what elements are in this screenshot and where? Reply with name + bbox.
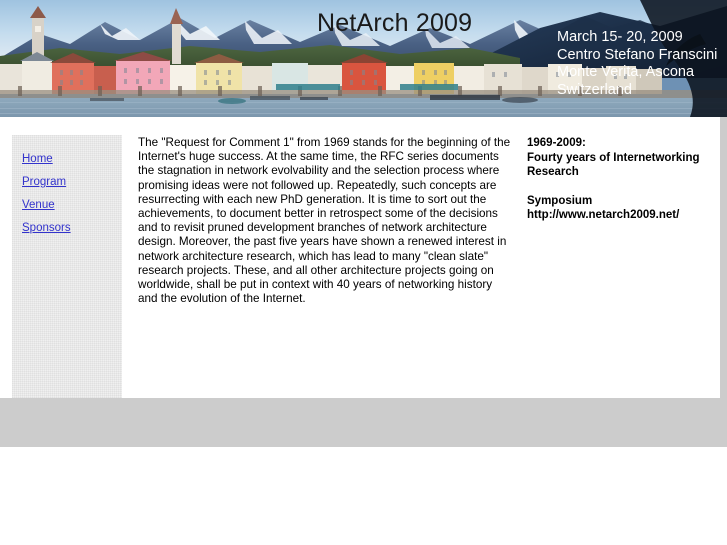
right-kind: Symposium	[527, 194, 593, 207]
banner-title: NetArch 2009	[317, 9, 473, 37]
banner-info-venue: Centro Stefano Franscini	[557, 46, 718, 63]
site-banner	[0, 0, 727, 117]
banner-info-country: Switzerland	[557, 81, 632, 98]
main-column	[138, 136, 513, 306]
banner-info-dates: March 15- 20, 2009	[557, 29, 683, 45]
banner-event-info	[557, 29, 717, 99]
intro-paragraph: The "Request for Comment 1" from 1969 stands for the beginning of the Internet's huge success. At the same time, the RFC series documents the stagnation in network evolvability and the selection process where promising ideas were not followed up. Repeatedly, such concepts are resurrecting with each new PhD generation. It is time to sort out the achievements, to document better in retrospect some of the decisions and to revisit pruned development branches of network architecture design. Moreover, the past five years have shown a renewed interest in network architecture research, which has lead to many "clean slate" research projects. These, and all other architecture projects going on worldwide, shall be put in context with 40 years of networking history and the evolution of the Internet.	[138, 136, 511, 306]
sidebar-item-program[interactable]: Program	[22, 176, 67, 188]
banner-info-location: Monte Verita, Ascona	[557, 64, 695, 80]
sidebar-item-home[interactable]: Home	[22, 153, 53, 165]
page-bottom-whitespace	[0, 447, 727, 545]
right-info-column	[527, 136, 717, 223]
content-area	[0, 117, 720, 398]
sidebar-item-sponsors[interactable]: Sponsors	[22, 222, 71, 234]
right-theme-1: Fourty years of Internetworking	[527, 151, 700, 164]
right-column-spacer	[527, 180, 717, 194]
right-years: 1969-2009:	[527, 137, 586, 149]
page-footer-band	[0, 398, 727, 447]
sidebar-navigation	[12, 135, 122, 400]
right-url: http://www.netarch2009.net/	[527, 209, 680, 221]
sidebar-item-venue[interactable]: Venue	[22, 199, 55, 211]
right-theme-2: Research	[527, 166, 579, 178]
page-right-edge-strip	[720, 117, 727, 398]
